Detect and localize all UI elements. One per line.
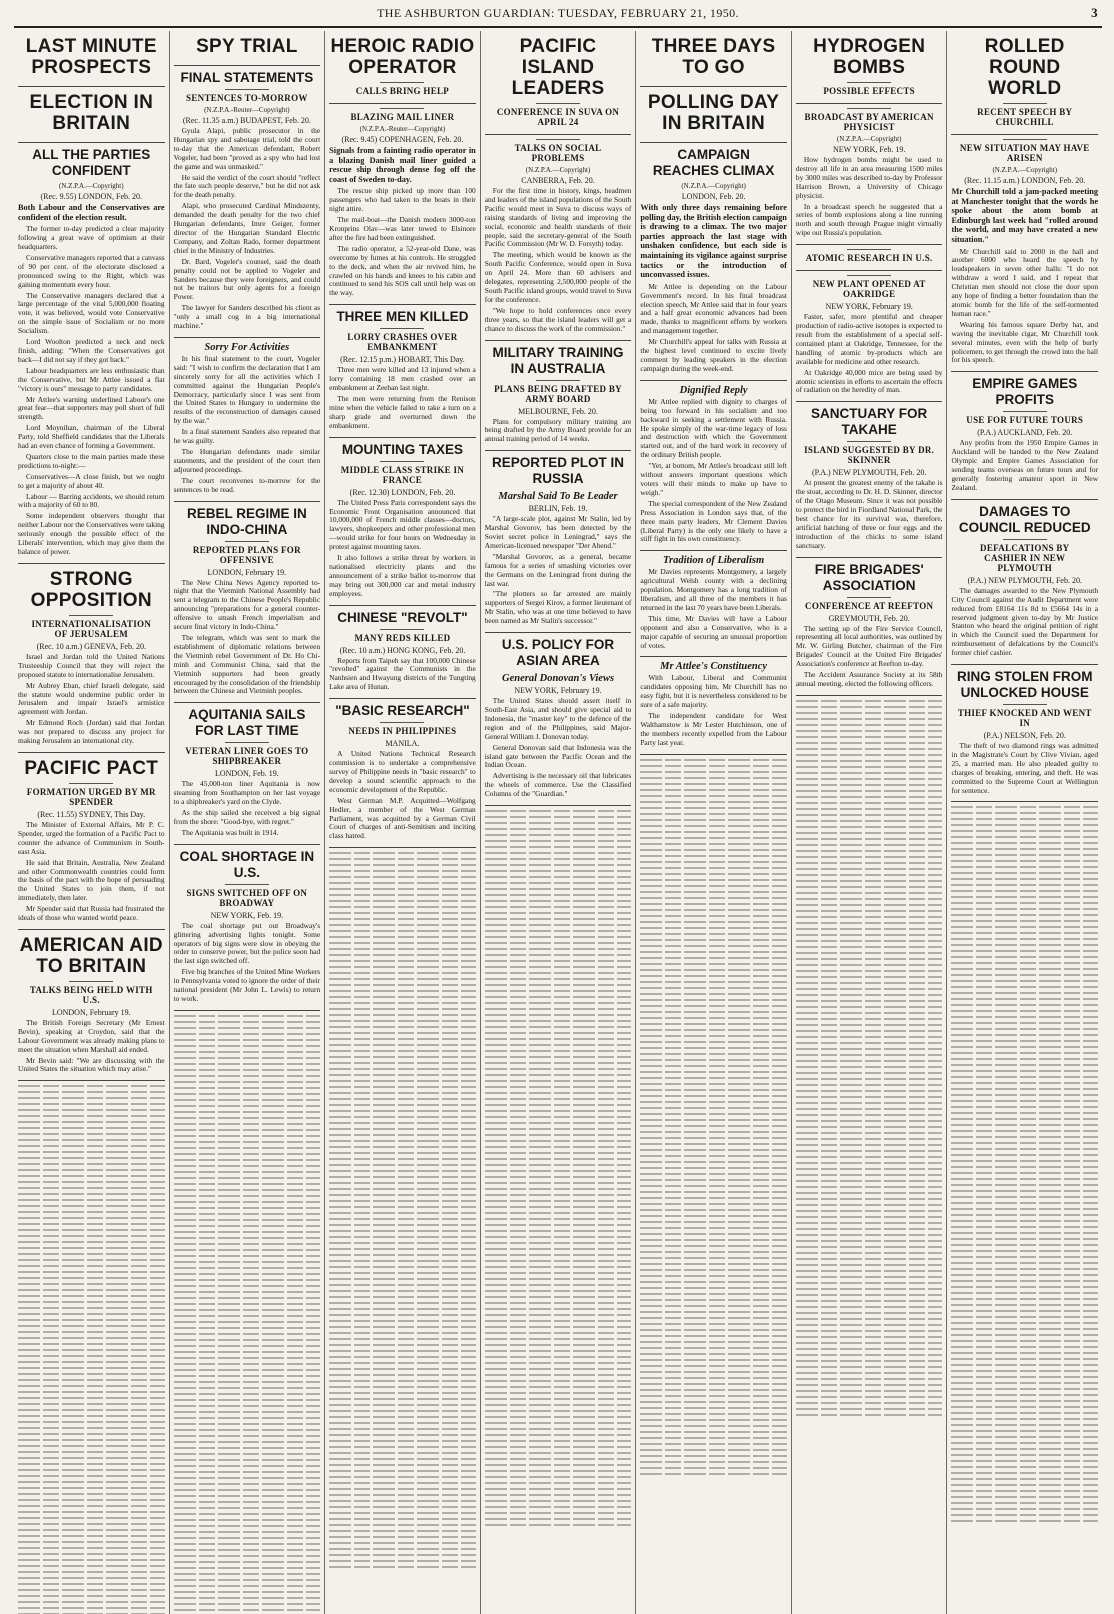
paragraph: Some independent observers thought that neither Labour nor the Conservatives were taking seriously enough the possible effect of the Liberals' intervention, which may give them the balance of power. [18, 511, 165, 556]
column-filler [951, 806, 1098, 1522]
headline: HEROIC RADIO OPERATOR [330, 36, 475, 78]
paragraph: Alapi, who prosecuted Cardinal Mindszenty, demanded the death penalty for the two chief Hungarian defendants, Imre Geiger, former director of the Hungarian Standard Electric Company, and Zoltan Rado, former department chief in the Ministry of Industries. [173, 201, 321, 255]
subheadline: Marshal Said To Be Leader [498, 491, 618, 503]
article [18, 935, 165, 1081]
subheadline: MIDDLE CLASS STRIKE IN FRANCE [340, 464, 465, 485]
paragraph: The damages awarded to the New Plymouth City Council against the Audit Department were reduced from £8164 11s 8d to £5664 14s in a reserved judgment given to-day by Mr Justice Stanton who heard the original petition of right in which the Council sued the Department for reimbursement of defalcations by the Council's former chief cashier. [951, 585, 1099, 658]
subheadline: INTERNATIONALISATION OF JERUSALEM [31, 618, 152, 639]
article [796, 275, 943, 402]
paragraph: He said the verdict of the court should "reflect the fate such people deserve," but he did not ask for the death penalty. [173, 172, 321, 200]
byline: (N.Z.P.A.—Copyright) [836, 135, 902, 143]
dateline: LONDON, Feb. 20. [681, 192, 746, 201]
subheadline: ISLAND SUGGESTED BY DR. SKINNER [804, 445, 935, 466]
subheadline: BROADCAST BY AMERICAN PHYSICIST [804, 112, 934, 132]
paragraph: With Labour, Liberal and Communist candidates opposing him, Mr Churchill has no easy fight, but it is nevertheless considered to be sure of a safe majority. [640, 673, 787, 710]
paragraph: The former to-day predicted a clear majority following a great wave of optimism at their headquarters. [18, 224, 165, 251]
article [174, 849, 321, 1011]
byline: (N.Z.P.A.-Reuter—Copyright) [359, 125, 446, 133]
headline: PACIFIC ISLAND LEADERS [511, 36, 605, 99]
paragraph: The radio operator, a 52-year-old Dane, was overcome by fumes at his controls. He struggled to the deck, and when the air revived him, he crawled on his hands and knees to his cabin and continued to send his SOS call until help was on the way. [329, 243, 476, 298]
column-filler [174, 1015, 321, 1614]
headline: SPY TRIAL [196, 36, 298, 57]
article [640, 147, 787, 381]
subheadline: TALKS ON SOCIAL PROBLEMS [514, 143, 602, 163]
article [329, 610, 476, 700]
byline: (N.Z.P.A.—Copyright) [681, 182, 746, 190]
paragraph: Dr. Bard, Vogeler's counsel, said the death penalty could not be applied to Vogeler and Sanders because they were foreigners, and could not be traitors but only agents for a foreign Power. [173, 256, 321, 302]
paragraph: Gyula Alapi, public prosecutor in the Hungarian spy and sabotage trial, told the court to-day that the American defendant, Robert Vogeler, had been "proved as a spy who had lost the game and was unmasked." [173, 126, 321, 171]
subheadline: NEEDS IN PHILIPPINES [348, 726, 457, 737]
article [640, 92, 787, 143]
paragraph: In his final statement to the court, Vogeler said: "I wish to confirm the declaration that I am sincerely sorry for all the activities which I committed against the Hungarian People's Democracy, particularly since I was sent from the United States to Hungary to undermine the results of the reconstruction of damages caused by the war." [173, 353, 321, 426]
column-filler [485, 810, 632, 1526]
headline: CHINESE "REVOLT" [337, 609, 468, 625]
divider-rule [380, 461, 424, 462]
paragraph: Mr Bevin said: "We are discussing with the United States the situation which may arise." [18, 1055, 165, 1074]
lead-paragraph: With only three days remaining before polling day, the British election campaign is drawing to a climax. The two major parties approach the last stage with unshaken confidence, but each side is maintaining its vigilance against surprise tactics or the introduction of unconvassed issues. [640, 203, 787, 280]
article [485, 637, 632, 806]
paragraph: "Yet, at bottom, Mr Attlee's broadcast still left without answers important questions which voters will their minds to make up have to weigh." [640, 461, 787, 497]
paragraph: The special correspondent of the New Zealand Press Association in London says that, of the three main party leaders, Mr Clement Davies (Liberal Party) is the only one likely to have a stiff fight in his own constituency. [640, 498, 787, 544]
dateline: LONDON, February 19. [207, 567, 287, 577]
dateline: NEW YORK, Feb. 19. [832, 145, 906, 154]
dateline: (Rec. 12.15 p.m.) HOBART, This Day. [340, 355, 465, 365]
article [485, 345, 632, 452]
column-4 [481, 31, 637, 1614]
paragraph: Reports from Taipeh say that 100,000 Chinese "revolted" against the Communists in the Nanhsien and Hwayung districts of the Tungting Lake area of Hunan. [329, 655, 476, 692]
subheadline: THIEF KNOCKED AND WENT IN [957, 708, 1092, 729]
article [640, 36, 787, 87]
subheadline: VETERAN LINER GOES TO SHIPBREAKER [185, 746, 309, 767]
subheadline: BLAZING MAIL LINER [350, 112, 455, 122]
subheadline: Tradition of Liberalism [663, 555, 765, 567]
headline: AMERICAN AID TO BRITAIN [19, 934, 163, 977]
article [329, 442, 476, 606]
column-filler [796, 700, 943, 1416]
divider-rule [1003, 704, 1047, 705]
divider-rule [1003, 103, 1047, 104]
paragraph: Conservatives—A close finish, but we ought to get a majority of about 40. [18, 471, 165, 490]
divider-rule [847, 275, 891, 276]
divider-rule [847, 249, 891, 250]
dateline: (Rec. 9.45) COPENHAGEN, Feb. 20. [341, 135, 464, 144]
paragraph: The Conservative managers declared that a large percentage of the vital 5,000,000 floating vote, it was believed, would vote Conservative on the simple issue of Socialism or no more Socialism. [18, 290, 165, 336]
dateline: (Rec. 11.15 a.m.) LONDON, Feb. 20. [964, 176, 1086, 185]
column-filler [329, 852, 476, 1568]
divider-rule [1003, 139, 1047, 140]
subheadline: CONFERENCE AT REEFTON [805, 600, 934, 611]
headline: "BASIC RESEARCH" [335, 703, 470, 719]
paragraph: Mr Attlee's warning underlined Labour's one great fear—that supporters may poll short of full strength. [18, 394, 165, 422]
headline: HYDROGEN BOMBS [813, 36, 926, 78]
paragraph: In a broadcast speech he suggested that a series of bomb explosions along a line running north and south through Prague might virtually wipe out Russia's population. [795, 201, 943, 238]
dateline: (Rec. 11.35 a.m.) BUDAPEST, Feb. 20. [182, 116, 311, 125]
headline: U.S. POLICY FOR ASIAN AREA [501, 637, 615, 669]
dateline: (P.A.) NEW PLYMOUTH, Feb. 20. [967, 575, 1082, 585]
divider-rule [380, 108, 424, 109]
article [329, 309, 476, 437]
article [640, 385, 787, 552]
paragraph: General Donovan said that Indonesia was the island gate between the Pacific Ocean and the Indian Ocean. [484, 742, 632, 770]
subheadline: General Donovan's Views [502, 673, 615, 685]
article [640, 661, 787, 754]
divider-rule [847, 82, 891, 83]
article [329, 108, 476, 305]
dateline: MELBOURNE, Feb. 20. [518, 406, 598, 416]
article [485, 36, 632, 135]
paragraph: The lawyer for Sanders described his client as "only a small cog in a big international machine." [173, 303, 321, 331]
subheadline: FORMATION URGED BY MR SPENDER [26, 786, 156, 807]
headline: REBEL REGIME IN INDO-CHINA [186, 505, 307, 537]
headline: REPORTED PLOT IN RUSSIA [492, 455, 625, 487]
headline: DAMAGES TO COUNCIL REDUCED [958, 503, 1091, 535]
dateline: (P.A.) NELSON, Feb. 20. [983, 731, 1066, 741]
headline: ALL THE PARTIES CONFIDENT [32, 147, 151, 178]
paragraph: The theft of two diamond rings was admitted in the Magistrate's Court by Clive Vivian, aged 25, a married man. He also pleaded guilty to charges of breaking, entering, and theft. He was committed to the Supreme Court at Wellington for sentence. [951, 741, 1099, 795]
divider-rule [380, 722, 424, 723]
paragraph: Mr Spender said that Russia had frustrated the ideals of those who wanted world peace. [18, 904, 165, 923]
dateline: NEW YORK, February 19. [825, 302, 913, 312]
headline: PACIFIC PACT [24, 757, 159, 779]
article [640, 555, 787, 657]
paragraph: The Hungarian defendants made similar statements, and the president of the court then adjourned proceedings. [173, 447, 321, 474]
subheadline: POSSIBLE EFFECTS [823, 86, 915, 96]
divider-rule [380, 328, 424, 329]
divider-rule [380, 82, 424, 83]
dateline: GREYMOUTH, Feb. 20. [828, 613, 910, 623]
paragraph: It also follows a strike threat by workers in nationalised electricity plants and the announcement of a strike ballot to-morrow that may bring out 300,000 car and metal industry employees. [329, 553, 476, 598]
paragraph: "A large-scale plot, against Mr Stalin, led by Marshal Govorov, has been detected by the Soviet secret police in Leningrad," says the American-licensed newspaper "Der Abend." [484, 514, 632, 550]
paragraph: Mr Aubrey Eban, chief Israeli delegate, said the statute would undermine public order in Jerusalem and impair Israel's armistice agreement with Jordan. [18, 680, 165, 717]
paragraph: The Minister of External Affairs, Mr P. C. Spender, urged the formation of a Pacific Pact to counter the advance of Communism in South-east Asia. [18, 819, 165, 856]
column-5 [636, 31, 792, 1614]
byline: (N.Z.P.A.—Copyright) [59, 182, 124, 190]
article [174, 342, 321, 502]
headline: RING STOLEN FROM UNLOCKED HOUSE [957, 669, 1093, 701]
byline: (N.Z.P.A.—Copyright) [525, 166, 591, 174]
headline: MOUNTING TAXES [341, 441, 464, 457]
subheadline: CONFERENCE IN SUVA ON APRIL 24 [496, 107, 620, 127]
divider-rule [847, 108, 891, 109]
paragraph: At present the greatest enemy of the takahe is the stoat, according to Dr. H. D. Skinner, director of the Otago Museum. Since it was not possible to protect the bird in Fiordland National Park, the best chance for its survival was, therefore, artificial hatching of three or four eggs and the introduction of the chicks to some island sanctuary. [795, 478, 943, 550]
paragraph: Quarters close to the main parties made these predictions to-night:— [18, 451, 165, 470]
paragraph: "Marshal Govorov, as a general, became famous for a series of smashing victories over the Germans on the Leningrad front during the last war. [484, 551, 632, 588]
dateline: (P.A.) AUCKLAND, Feb. 20. [977, 428, 1073, 438]
lead-paragraph: Both Labour and the Conservatives are confident of the election result. [18, 203, 165, 222]
paragraph: West German M.P. Acquitted—Wolfgang Hedler, a member of the West German Parliament, was acquitted by a German Civil Court of charges of anti-Semitism and inciting class hatred. [329, 795, 476, 841]
columns-container [14, 31, 1102, 1614]
paragraph: "The plotters so far arrested are mainly supporters of Sergei Kirov, a former lieutenant of Mr Stalin, who was at one time believed to have been named as Mr Stalin's successor." [484, 589, 632, 626]
article [951, 139, 1098, 372]
headline: MILITARY TRAINING IN AUSTRALIA [492, 344, 624, 376]
divider-rule [69, 981, 113, 982]
headline: POLLING DAY IN BRITAIN [647, 92, 780, 134]
paragraph: Conservative managers reported that a canvass of 90 per cent. of the electorate disclosed a pronounced swing to the Right, which was gaining momentum every hour. [18, 252, 165, 289]
paragraph: Mr Attlee replied with dignity to charges of being too forward in his socialism and too backward in seeking a settlement with Russia. He spoke simply of the war-time legacy of loss and destruction with which the Government started out, and of the hard work in recovery of the ordinary British people. [640, 396, 787, 460]
paragraph: Five big branches of the United Mine Workers in Pennsylvania voted to ignore the order of their national president (Mr John L. Lewis) to return to work. [173, 967, 321, 1003]
divider-rule [69, 615, 113, 616]
article [485, 139, 632, 341]
dateline: BERLIN, Feb. 19. [528, 504, 588, 514]
paragraph: Three men were killed and 13 injured when a lorry containing 18 men crashed over an embankment at Zeehan last night. [329, 365, 476, 393]
paragraph: Any profits from the 1950 Empire Games in Auckland will be handed to the New Zealand Olympic and Empire Games Association for sending teams overseas on future tours and for generally fostering amateur sport in New Zealand. [951, 438, 1099, 492]
paragraph: The New China News Agency reported to-night that the Vietminh National Assembly had sent a telegram to the Chinese People's Republic announcing "preparations for a general counter-offensive to smash French imperialism and secure final victory in Indo-China." [173, 577, 321, 632]
divider-rule [225, 541, 269, 542]
column-3 [325, 31, 481, 1614]
subheadline: NEW PLANT OPENED AT OAKRIDGE [812, 279, 926, 300]
divider-rule [847, 441, 891, 442]
column-7 [947, 31, 1102, 1614]
column-filler [640, 759, 787, 1475]
article [329, 703, 476, 848]
column-1 [14, 31, 170, 1614]
column-2 [170, 31, 326, 1614]
headline: SANCTUARY FOR TAKAHE [811, 406, 928, 438]
article [174, 506, 321, 704]
subheadline: PLANS BEING DRAFTED BY ARMY BOARD [494, 383, 622, 404]
paragraph: The rescue ship picked up more than 100 passengers who had taken to the boats in their night attire. [329, 186, 476, 214]
paragraph: Plans for compulsory military training are being drafted by the Army Board provide for an annual training period of 14 weeks. [484, 416, 632, 444]
dateline: LONDON, February 19. [51, 1007, 131, 1017]
article [174, 707, 321, 844]
subheadline: Mr Attlee's Constituency [660, 661, 768, 673]
paragraph: The British Foreign Secretary (Mr Ernest Bevin), speaking at Croydon, said that the Labour Government was already making plans to meet the situation when Marshall aid ended. [18, 1017, 165, 1054]
subheadline: RECENT SPEECH BY CHURCHILL [977, 107, 1073, 127]
article [18, 569, 165, 753]
subheadline: USE FOR FUTURE TOURS [966, 415, 1084, 426]
subheadline: Dignified Reply [679, 384, 748, 396]
headline: CAMPAIGN REACHES CLIMAX [652, 147, 775, 178]
dateline: MANILA. [385, 739, 420, 749]
paragraph: Faster, safer, more plentiful and cheaper production of radio-active isotopes is expected to result from the establishment of a special self-contained plant at Oakridge, Tennessee, for the handling of atomic by-products which are available for medicine and other research. [795, 312, 943, 366]
headline: LAST MINUTE PROSPECTS [25, 36, 157, 78]
article [951, 669, 1098, 802]
masthead [14, 0, 1102, 28]
dateline: (Rec. 9.55) LONDON, Feb. 20. [40, 192, 143, 201]
divider-rule [536, 139, 580, 140]
byline: (N.Z.P.A.—Copyright) [992, 166, 1058, 174]
headline: FINAL STATEMENTS [180, 70, 314, 85]
article [485, 455, 632, 633]
dateline: (Rec. 10 a.m.) HONG KONG, Feb. 20. [339, 645, 466, 655]
article [951, 36, 1098, 135]
paragraph: Lord Woolton predicted a neck and neck finish, adding: "When the Conservatives got back—I did not say if they got back." [18, 337, 165, 364]
dateline: CANBERRA, Feb. 20. [521, 176, 595, 185]
headline: COAL SHORTAGE IN U.S. [179, 848, 315, 880]
paragraph: The telegram, which was sent to mark the establishment of diplomatic relations between the Vietminh rebel Government of Dr. Ho Chi-minh and Communist China, said that the Vietminh supporters had been greatly encouraged by the consolidation of the friendship between the Chinese and Vietminh peoples. [173, 632, 321, 696]
article [329, 36, 476, 104]
paragraph: The United Press Paris correspondent says the Economic Front Organisation announced that 10,000,000 of French middle classes—doctors, lawyers, shopkeepers and other professional men—would strike for four hours on Wednesday in protest against mounting taxes. [329, 497, 476, 552]
paragraph: Israel and Jordan told the United Nations Trusteeship Council that they will reject the proposed statute to internationalise Jerusalem. [18, 651, 165, 679]
dateline: NEW YORK, February 19. [514, 686, 602, 696]
dateline: (Rec. 12.30) LONDON, Feb. 20. [349, 487, 456, 497]
divider-rule [380, 629, 424, 630]
divider-rule [1003, 539, 1047, 540]
byline: (N.Z.P.A.-Reuter—Copyright) [204, 106, 290, 114]
masthead-title: THE ASHBURTON GUARDIAN: TUESDAY, FEBRUARY 21, 1950. [377, 5, 739, 20]
dateline: (Rec. 10 a.m.) GENEVA, Feb. 20. [36, 641, 146, 651]
paragraph: The Aquitania was built in 1914. [181, 827, 279, 837]
lead-paragraph: Signals from a fainting radio operator in a blazing Danish mail liner guided a rescue ship through dense fog off the coast of Sweden to-day. [329, 146, 476, 184]
paragraph: Lord Moynihan, chairman of the Liberal Party, told Sheffield candidates that the Liberals had an even chance of forming a Government. [18, 423, 165, 451]
subheadline: ATOMIC RESEARCH IN U.S. [805, 253, 933, 264]
headline: STRONG OPPOSITION [30, 568, 152, 611]
article [796, 36, 943, 104]
subheadline: MANY REDS KILLED [354, 632, 451, 643]
paragraph: The mail-boat—the Danish modern 3000-ton Kronprins Olav—was later towed to Elsinore after the fire had been extinguished. [329, 215, 476, 242]
paragraph: The men were returning from the Renison mine when the vehicle failed to take a turn on a sharp grade and overturned down the embankment. [329, 393, 476, 430]
article [796, 249, 943, 271]
paragraph: The setting up of the Fire Service Council, representing all local authorities, was outlined by Mr. W. Girling Butcher, chairman of the Fire Brigades' Council at the United Fire Brigades' Association's conference at Reefton to-day. [795, 623, 943, 669]
subheadline: CALLS BRING HELP [355, 86, 450, 96]
paragraph: Mr Attlee is depending on the Labour Government's record. In his final broadcast election speech, Mr Attlee said that in four years and a half great economic advances had been made, thanks to magnificent efforts by workers and management together. [640, 281, 787, 336]
paragraph: Mr Edmond Roch (Jordan) said that Jordan was not prepared to discuss any project for making Jerusalem an international city. [18, 718, 165, 746]
article [796, 108, 943, 245]
paragraph: The meeting, which would be known as the South Pacific Conference, would open in Suva on April 24. More than 60 advisers and delegates, representing 2,500,000 people of the South Pacific island groups, would travel to Suva for the conference. [484, 250, 632, 304]
divider-rule [536, 103, 580, 104]
dateline: (P.A.) NEW PLYMOUTH, Feb. 20. [811, 468, 927, 478]
paragraph: This time, Mr Davies will have a Labour opponent and also a Conservative, who is a major capable of securing an unusual proportion of votes. [640, 613, 787, 650]
paragraph: Mr Davies represents Montgomery, a largely agricultural Welsh county with a declining population. Montgomery has a long tradition of liberalism, and all three of the members it has returned in the last 70 years have been Liberals. [640, 567, 787, 612]
article [174, 70, 321, 338]
headline: THREE DAYS TO GO [651, 36, 776, 78]
paragraph: He said that Britain, Australia, New Zealand and other Commonwealth countries could form the basis of the pact with the hope of persuading the United States to join them, if not immediately, then later. [18, 857, 165, 903]
article [951, 504, 1098, 665]
divider-rule [225, 89, 269, 90]
article [796, 562, 943, 696]
headline: ELECTION IN BRITAIN [29, 92, 154, 134]
paragraph: How hydrogen bombs might be used to destroy all life in an area measuring 1500 miles by 3000 miles was described to-day by Professor Harrison Brown, a University of Chicago physicist. [795, 155, 943, 200]
subheadline: NEW SITUATION MAY HAVE ARISEN [959, 143, 1090, 163]
headline: ROLLED ROUND WORLD [984, 36, 1065, 99]
headline: FIRE BRIGADES' ASSOCIATION [814, 561, 924, 593]
headline: EMPIRE GAMES PROFITS [972, 376, 1078, 408]
paragraph: The court reconvenes to-morrow for the sentences to be read. [173, 475, 321, 494]
article [18, 92, 165, 143]
paragraph: As the ship sailed she received a big signal from the shore: "Good-bye, with regret." [173, 808, 321, 826]
article [18, 147, 165, 564]
divider-rule [536, 380, 580, 381]
paragraph: The independent candidate for West Walthamstow is Mr Lester Hutchinson, one of the members recently expelled from the Labour Party last year. [640, 711, 787, 747]
subheadline: DEFALCATIONS BY CASHIER IN NEW PLYMOUTH [980, 542, 1070, 573]
column-filler [18, 1085, 165, 1614]
paragraph: The coal shortage put out Broadway's glittering advertising lights tonight. Some operators of big signs were slow in obeying the order to conserve power, but the police soon had the last sign switched off. [173, 920, 321, 966]
dateline: NEW YORK, Feb. 19. [210, 910, 284, 920]
paragraph: Wearing his famous square Derby hat, and waving the inevitable cigar, Mr Churchill took several minutes, even with the help of burly policemen, to get through the crowd into the hall for his speech. [951, 319, 1099, 365]
article [796, 406, 943, 557]
subheadline: REPORTED PLANS FOR OFFENSIVE [192, 544, 301, 565]
divider-rule [225, 884, 269, 885]
subheadline: TALKS BEING HELD WITH U.S. [29, 984, 153, 1005]
paragraph: Mr Churchill said to 2000 in the hall and another 6000 who heard the speech by loudspeakers in seven other halls: "I do not withdraw a word I said, and I repeat that Christian men should not close the door upon any hope of finding a better foundation than the atomic bomb for the life of the self-tormented human race." [951, 246, 1099, 318]
divider-rule [847, 597, 891, 598]
paragraph: The United States should assert itself in South-East Asia, and should give special aid to Indonesia, the "master key" to the defence of the region and of the Philippines, said Major-General William J. Donovan today. [484, 696, 632, 741]
paragraph: At Oakridge 40,000 mice are being used by atomic scientists in efforts to ascertain the effects of radiation on the heredity of man. [795, 367, 943, 395]
headline: AQUITANIA SAILS FOR LAST TIME [188, 707, 306, 739]
subheadline: SENTENCES TO-MORROW [186, 93, 308, 103]
paragraph: For the first time in history, kings, headmen and leaders of the island populations of the South Pacific would meet in Suva to discuss ways of raising standards of living and improving the social, economic and health standards of their people, said the secretary-general of the South Pacific Commission (Mr W. D. Forsyth) today. [484, 186, 632, 249]
headline: THREE MEN KILLED [336, 309, 469, 325]
paragraph: Labour — Barring accidents, we should return with a majority of 60 to 80. [18, 491, 165, 510]
dateline: LONDON, Feb. 19. [214, 769, 279, 779]
article [951, 376, 1098, 499]
divider-rule [225, 742, 269, 743]
divider-rule [69, 783, 113, 784]
article [18, 758, 165, 930]
divider-rule [1003, 411, 1047, 412]
lead-paragraph: Mr Churchill told a jam-packed meeting at Manchester tonight that the words he spoke about the atom bomb at Edinburgh last week had "rolled around the world, and may have created a new situation." [951, 187, 1099, 244]
subheadline: Sorry For Activities [204, 341, 290, 353]
paragraph: The 45,000-ton liner Aquitania is now steaming from Southampton on her last voyage to a shipbreaker's yard on the Clyde. [173, 779, 321, 807]
paragraph: A United Nations Technical Research commission is to undertake a comprehensive survey of Philippine needs in "basic research" to develop a sound scientific approach to the economic development of the Republic. [329, 749, 476, 794]
article [174, 36, 321, 66]
subheadline: LORRY CRASHES OVER EMBANKMENT [347, 332, 458, 353]
column-6 [792, 31, 948, 1614]
paragraph: Advertising is the necessary oil that lubricates the wheels of commerce. Use the Classified Columns of the "Guardian." [484, 771, 632, 799]
paragraph: In a final statement Sanders also repeated that he was guilty. [173, 427, 321, 446]
subheadline: SIGNS SWITCHED OFF ON BROADWAY [186, 887, 308, 908]
paragraph: The Accident Assurance Society at its 58th annual meeting, elected the following officers. [795, 670, 943, 688]
page-number: 3 [1091, 5, 1098, 20]
dateline: (Rec. 11.55) SYDNEY, This Day. [37, 809, 146, 819]
paragraph: Labour headquarters are less enthusiastic than the Conservative, but Mr Attlee issued a flat "victory is ours" message to party candidates. [18, 365, 165, 393]
paragraph: Mr Churchill's appeal for talks with Russia at the highest level continued to excite lively comment by leading speakers in the election campaign during the week-end. [640, 337, 787, 373]
article [18, 36, 165, 87]
paragraph: "We hope to hold conferences once every three years, so that the island leaders will get a chance to discuss the work of the commission." [484, 305, 632, 333]
